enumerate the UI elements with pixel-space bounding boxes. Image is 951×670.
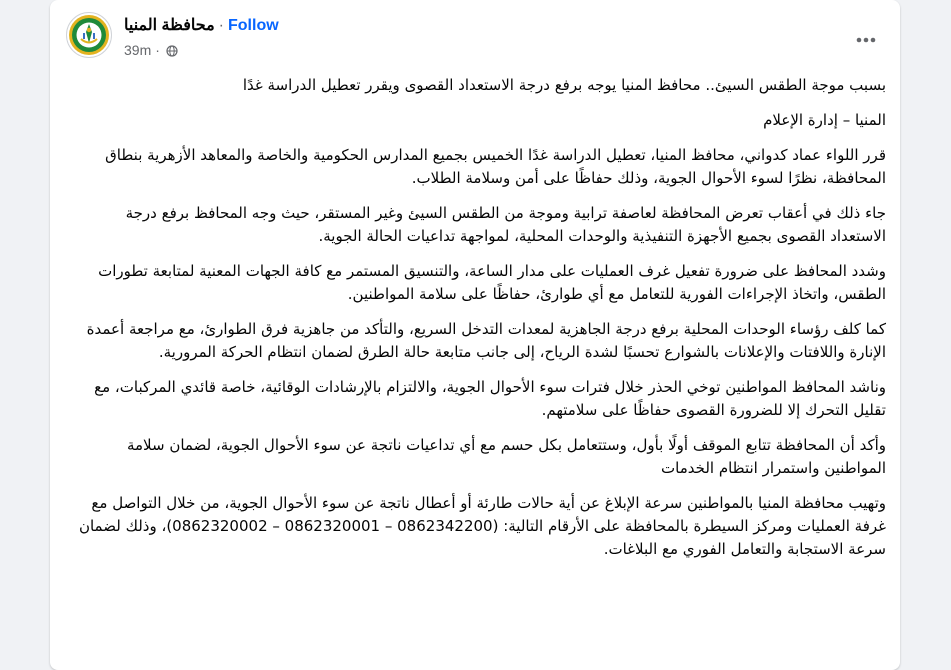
post-headline: بسبب موجة الطقس السيئ.. محافظ المنيا يوجه برفع درجة الاستعداد القصوى ويقرر تعطيل الدراسة غدًا — [242, 76, 886, 94]
more-options-icon — [856, 37, 876, 43]
post-paragraph: وناشد المحافظ المواطنين توخي الحذر خلال فترات سوء الأحوال الجوية، والالتزام بالإرشادات الوقائية، خاصة قائدي المركبات، مع تقليل التحرك إلا للضرورة القصوى حفاظًا على سلامتهم. — [94, 378, 886, 419]
page-avatar[interactable] — [66, 12, 112, 58]
page-name-link[interactable]: محافظة المنيا — [124, 17, 215, 34]
facebook-post-card — [50, 0, 900, 670]
page-title-line — [124, 16, 279, 36]
follow-button[interactable]: Follow — [228, 17, 279, 34]
governorate-logo-icon — [67, 13, 111, 57]
post-paragraph: وتهيب محافظة المنيا بالمواطنين سرعة الإبلاغ عن أية حالات طارئة أو أعطال ناتجة عن سوء الأحوال الجوية، من خلال التواصل مع غرفة العمليات ومركز السيطرة بالمحافظة على الأرقام التالية: (0862342200 – 0862320001 – 0862320002)، وذلك لضمان سرعة الاستجابة والتعامل الفوري مع البلاغات. — [78, 494, 886, 558]
title-separator: · — [218, 17, 224, 34]
post-body — [66, 74, 886, 573]
post-paragraph: جاء ذلك في أعقاب تعرض المحافظة لعاصفة ترابية وموجة من الطقس السيئ وغير المستقر، حيث وجه المحافظ برفع درجة الاستعداد القصوى بجميع الأجهزة التنفيذية والوحدات المحلية، لمواجهة تداعيات الحالة الجوية. — [125, 204, 886, 245]
post-header — [66, 12, 884, 62]
globe-icon — [166, 45, 178, 57]
post-paragraph: وأكد أن المحافظة تتابع الموقف أولًا بأول، وستتعامل بكل حسم مع أي تداعيات ناتجة عن سوء الأحوال الجوية، لضمان سلامة المواطنين واستمرار انتظام الخدمات — [126, 436, 886, 477]
post-paragraph: وشدد المحافظ على ضرورة تفعيل غرف العمليات على مدار الساعة، والتنسيق المستمر مع كافة الجهات المعنية لمتابعة تطورات الطقس، واتخاذ الإجراءات الفورية للتعامل مع أي طوارئ، حفاظًا على سلامة المواطنين. — [98, 262, 886, 303]
post-timestamp[interactable]: 39m — [124, 42, 152, 58]
post-paragraph: كما كلف رؤساء الوحدات المحلية برفع درجة الجاهزية لمعدات التدخل السريع، والتأكد من جاهزية فرق الطوارئ، مع مراجعة أعمدة الإنارة واللافتات والإعلانات بالشوارع تحسبًا لشدة الرياح، إلى جانب متابعة حالة الطرق لضمان انتظام الحركة المرورية. — [86, 320, 886, 361]
post-meta — [124, 41, 178, 59]
meta-separator: · — [155, 42, 160, 58]
post-dateline: المنيا – إدارة الإعلام — [763, 111, 886, 129]
post-paragraph: قرر اللواء عماد كدواني، محافظ المنيا، تعطيل الدراسة غدًا الخميس بجميع المدارس الحكومية والخاصة والمعاهد الأزهرية بنطاق المحافظة، نظرًا لسوء الأحوال الجوية، وذلك حفاظًا على أمن وسلامة الطلاب. — [105, 146, 886, 187]
more-options-button[interactable] — [848, 22, 884, 58]
